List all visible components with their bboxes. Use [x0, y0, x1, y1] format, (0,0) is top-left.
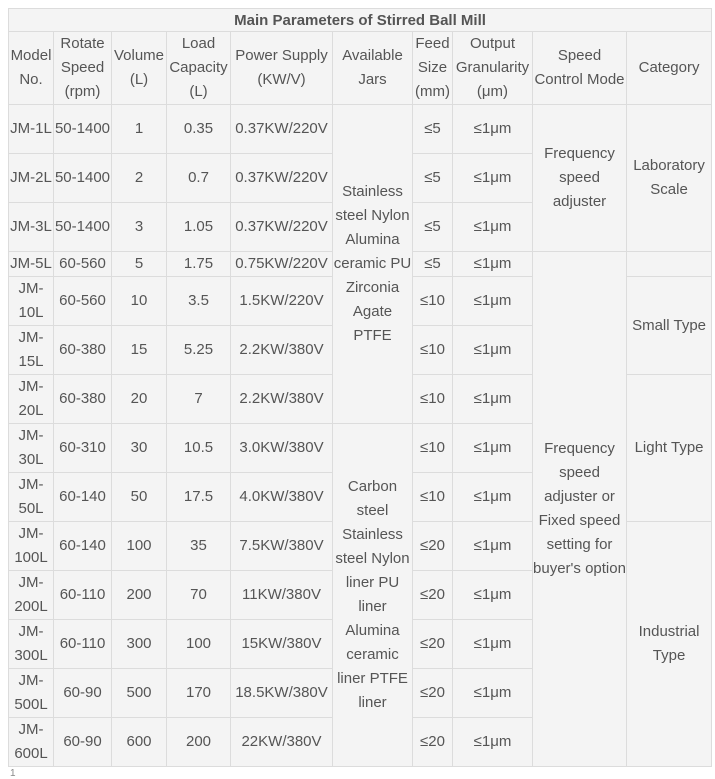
model-cell: JM-50L — [9, 473, 54, 522]
feed-cell: ≤10 — [413, 424, 453, 473]
volume-cell: 600 — [112, 718, 167, 767]
jars-cell: Stainless steel Nylon Alumina ceramic PU Zirconia Agate PTFE — [333, 105, 413, 424]
load-cell: 170 — [167, 669, 231, 718]
volume-cell: 50 — [112, 473, 167, 522]
load-cell: 70 — [167, 571, 231, 620]
control-cell: Frequency speed adjuster or Fixed speed setting for buyer's option — [533, 252, 627, 767]
speed-cell: 60-380 — [54, 326, 112, 375]
footer-mark: 1 — [10, 768, 16, 779]
speed-cell: 60-90 — [54, 718, 112, 767]
speed-cell: 60-310 — [54, 424, 112, 473]
control-cell: Frequency speed adjuster — [533, 105, 627, 252]
model-cell: JM-20L — [9, 375, 54, 424]
power-cell: 15KW/380V — [231, 620, 333, 669]
power-cell: 4.0KW/380V — [231, 473, 333, 522]
load-cell: 17.5 — [167, 473, 231, 522]
header-model: Model No. — [9, 32, 54, 105]
model-cell: JM-100L — [9, 522, 54, 571]
output-cell: ≤1μm — [453, 105, 533, 154]
feed-cell: ≤10 — [413, 473, 453, 522]
model-cell: JM-1L — [9, 105, 54, 154]
volume-cell: 20 — [112, 375, 167, 424]
load-cell: 1.05 — [167, 203, 231, 252]
category-cell: Small Type — [627, 277, 712, 375]
output-cell: ≤1μm — [453, 718, 533, 767]
speed-cell: 60-560 — [54, 277, 112, 326]
power-cell: 3.0KW/380V — [231, 424, 333, 473]
model-cell: JM-5L — [9, 252, 54, 277]
header-feed-size: Feed Size (mm) — [413, 32, 453, 105]
output-cell: ≤1μm — [453, 424, 533, 473]
output-cell: ≤1μm — [453, 669, 533, 718]
power-cell: 0.75KW/220V — [231, 252, 333, 277]
speed-cell: 60-140 — [54, 473, 112, 522]
feed-cell: ≤5 — [413, 154, 453, 203]
load-cell: 200 — [167, 718, 231, 767]
feed-cell: ≤10 — [413, 326, 453, 375]
output-cell: ≤1μm — [453, 571, 533, 620]
header-power-supply: Power Supply (KW/V) — [231, 32, 333, 105]
output-cell: ≤1μm — [453, 326, 533, 375]
header-speed-control: Speed Control Mode — [533, 32, 627, 105]
feed-cell: ≤10 — [413, 277, 453, 326]
model-cell: JM-500L — [9, 669, 54, 718]
ball-mill-parameters-table — [8, 8, 712, 767]
speed-cell: 60-90 — [54, 669, 112, 718]
load-cell: 5.25 — [167, 326, 231, 375]
model-cell: JM-30L — [9, 424, 54, 473]
power-cell: 0.37KW/220V — [231, 154, 333, 203]
model-cell: JM-2L — [9, 154, 54, 203]
feed-cell: ≤20 — [413, 571, 453, 620]
model-cell: JM-600L — [9, 718, 54, 767]
speed-cell: 60-110 — [54, 620, 112, 669]
power-cell: 2.2KW/380V — [231, 375, 333, 424]
volume-cell: 10 — [112, 277, 167, 326]
power-cell: 0.37KW/220V — [231, 105, 333, 154]
table-title: Main Parameters of Stirred Ball Mill — [9, 9, 712, 32]
load-cell: 35 — [167, 522, 231, 571]
speed-cell: 50-1400 — [54, 154, 112, 203]
output-cell: ≤1μm — [453, 522, 533, 571]
volume-cell: 15 — [112, 326, 167, 375]
power-cell: 0.37KW/220V — [231, 203, 333, 252]
category-cell — [627, 252, 712, 277]
output-cell: ≤1μm — [453, 203, 533, 252]
power-cell: 18.5KW/380V — [231, 669, 333, 718]
load-cell: 0.35 — [167, 105, 231, 154]
power-cell: 22KW/380V — [231, 718, 333, 767]
header-category: Category — [627, 32, 712, 105]
volume-cell: 30 — [112, 424, 167, 473]
power-cell: 1.5KW/220V — [231, 277, 333, 326]
model-cell: JM-15L — [9, 326, 54, 375]
output-cell: ≤1μm — [453, 277, 533, 326]
header-available-jars: Available Jars — [333, 32, 413, 105]
header-rotate-speed: Rotate Speed (rpm) — [54, 32, 112, 105]
output-cell: ≤1μm — [453, 154, 533, 203]
feed-cell: ≤20 — [413, 620, 453, 669]
model-cell: JM-3L — [9, 203, 54, 252]
speed-cell: 50-1400 — [54, 105, 112, 154]
power-cell: 2.2KW/380V — [231, 326, 333, 375]
header-volume: Volume (L) — [112, 32, 167, 105]
category-cell: Industrial Type — [627, 522, 712, 767]
load-cell: 10.5 — [167, 424, 231, 473]
load-cell: 1.75 — [167, 252, 231, 277]
volume-cell: 200 — [112, 571, 167, 620]
volume-cell: 100 — [112, 522, 167, 571]
header-output-granularity: Output Granularity (μm) — [453, 32, 533, 105]
table-row — [9, 105, 712, 154]
feed-cell: ≤5 — [413, 105, 453, 154]
output-cell: ≤1μm — [453, 252, 533, 277]
volume-cell: 300 — [112, 620, 167, 669]
speed-cell: 60-380 — [54, 375, 112, 424]
volume-cell: 2 — [112, 154, 167, 203]
speed-cell: 60-140 — [54, 522, 112, 571]
speed-cell: 50-1400 — [54, 203, 112, 252]
model-cell: JM-10L — [9, 277, 54, 326]
load-cell: 0.7 — [167, 154, 231, 203]
feed-cell: ≤20 — [413, 718, 453, 767]
header-load-capacity: Load Capacity (L) — [167, 32, 231, 105]
volume-cell: 5 — [112, 252, 167, 277]
power-cell: 7.5KW/380V — [231, 522, 333, 571]
model-cell: JM-300L — [9, 620, 54, 669]
speed-cell: 60-110 — [54, 571, 112, 620]
volume-cell: 1 — [112, 105, 167, 154]
load-cell: 3.5 — [167, 277, 231, 326]
jars-cell: Carbon steel Stainless steel Nylon liner PU liner Alumina ceramic liner PTFE liner — [333, 424, 413, 767]
power-cell: 11KW/380V — [231, 571, 333, 620]
output-cell: ≤1μm — [453, 375, 533, 424]
category-cell: Laboratory Scale — [627, 105, 712, 252]
feed-cell: ≤10 — [413, 375, 453, 424]
volume-cell: 500 — [112, 669, 167, 718]
feed-cell: ≤5 — [413, 252, 453, 277]
output-cell: ≤1μm — [453, 473, 533, 522]
output-cell: ≤1μm — [453, 620, 533, 669]
feed-cell: ≤20 — [413, 522, 453, 571]
model-cell: JM-200L — [9, 571, 54, 620]
feed-cell: ≤20 — [413, 669, 453, 718]
volume-cell: 3 — [112, 203, 167, 252]
category-cell: Light Type — [627, 375, 712, 522]
load-cell: 7 — [167, 375, 231, 424]
feed-cell: ≤5 — [413, 203, 453, 252]
load-cell: 100 — [167, 620, 231, 669]
speed-cell: 60-560 — [54, 252, 112, 277]
